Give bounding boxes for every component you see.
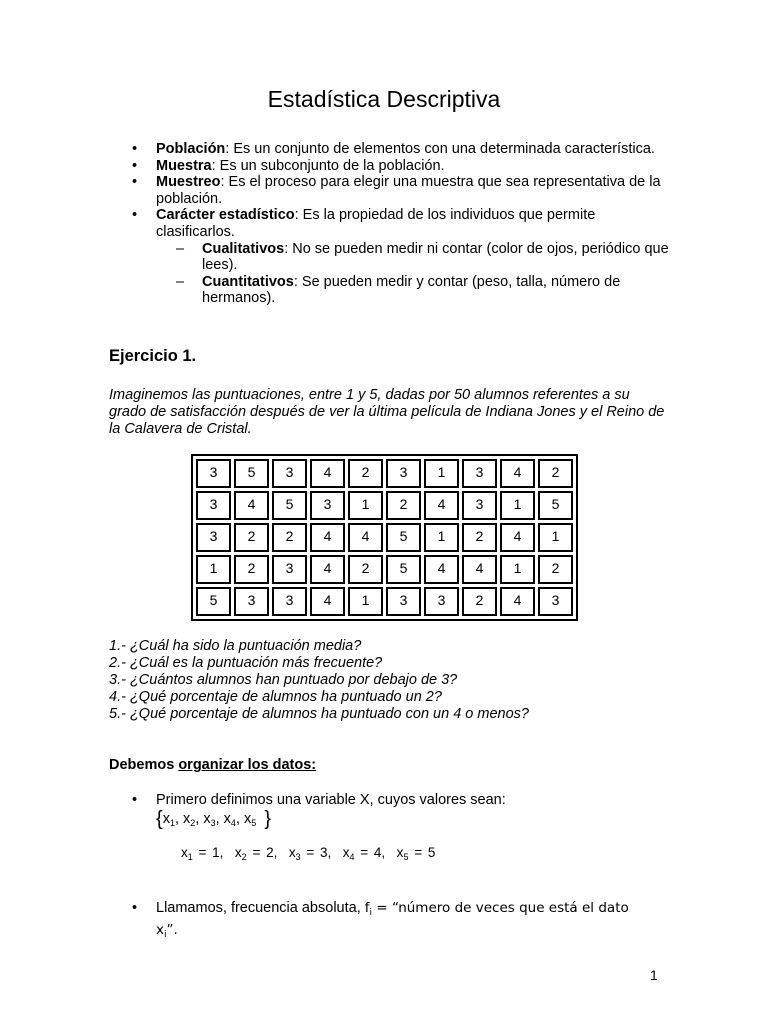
organize-prefix: Debemos <box>109 757 179 773</box>
score-cell: 4 <box>310 459 345 488</box>
score-cell: 3 <box>196 459 231 488</box>
table-row <box>196 555 573 584</box>
score-cell: 1 <box>424 459 459 488</box>
score-cell: 3 <box>386 587 421 616</box>
score-cell: 3 <box>196 491 231 520</box>
score-cell: 2 <box>272 523 307 552</box>
definition-text: : Es la propiedad de los individuos que permite clasificarlos. <box>156 207 596 240</box>
subtype-cuantitativos <box>132 274 672 307</box>
variable-bullet <box>132 792 768 808</box>
score-cell: 1 <box>196 555 231 584</box>
score-cell: 2 <box>538 555 573 584</box>
definition-text: : No se pueden medir ni contar (color de ojos, periódico que lees). <box>202 240 669 274</box>
score-cell: 1 <box>500 555 535 584</box>
bullet: • <box>132 207 138 224</box>
score-cell: 4 <box>500 587 535 616</box>
score-cell: 3 <box>196 523 231 552</box>
score-cell: 3 <box>462 459 497 488</box>
frequency-lead: Llamamos, frecuencia absoluta, <box>156 900 365 916</box>
xi-symbol: $x_i$”. <box>156 922 178 940</box>
frequency-bullet <box>132 900 768 944</box>
page-number: 1 <box>650 967 658 983</box>
questions-list <box>109 638 529 723</box>
score-cell: 1 <box>424 523 459 552</box>
value-assignments: $x_1 = 1$, $x_2 = 2$, $x_3 = 3$, $x_4 = 4$, $x_5 = 5$ <box>181 845 436 862</box>
score-cell: 2 <box>386 491 421 520</box>
score-cell: 4 <box>310 523 345 552</box>
score-cell: 4 <box>310 587 345 616</box>
score-cell: 2 <box>234 523 269 552</box>
score-cell: 2 <box>538 459 573 488</box>
term: Carácter estadístico <box>156 207 295 224</box>
score-cell: 3 <box>462 491 497 520</box>
question: 2.- ¿Cuál es la puntuación más frecuente? <box>109 655 383 671</box>
scores-table <box>191 454 578 621</box>
value-set: {$x_1$, $x_2$, $x_3$, $x_4$, $x_5$ } <box>156 808 272 830</box>
definition-muestreo <box>132 174 672 207</box>
score-cell: 3 <box>386 459 421 488</box>
score-cell: 1 <box>538 523 573 552</box>
definitions-list <box>132 141 672 307</box>
bullet: • <box>132 141 138 157</box>
score-cell: 5 <box>538 491 573 520</box>
score-cell: 4 <box>500 459 535 488</box>
term: Muestreo <box>156 174 221 191</box>
score-cell: 3 <box>272 555 307 584</box>
variable-text: Primero definimos una variable X, cuyos valores sean: <box>156 792 506 808</box>
exercise-title: Ejercicio 1. <box>109 347 197 365</box>
exercise-intro: Imaginemos las puntuaciones, entre 1 y 5, dadas por 50 alumnos referentes a su grado de satisfacción después de ver la última película de Indiana Jones y el Reino de la Calavera de Cristal. <box>109 387 665 437</box>
bullet: • <box>132 792 138 808</box>
bullet: • <box>132 900 138 916</box>
score-cell: 3 <box>424 587 459 616</box>
question: 5.- ¿Qué porcentaje de alumnos ha puntuado con un 4 o menos? <box>109 706 529 722</box>
definition-poblacion <box>132 141 672 158</box>
score-cell: 1 <box>500 491 535 520</box>
fi-symbol: $f_i$ = “número de veces que está el dato <box>364 900 629 918</box>
score-cell: 3 <box>272 587 307 616</box>
question: 4.- ¿Qué porcentaje de alumnos ha puntuado un 2? <box>109 689 442 705</box>
definition-muestra <box>132 158 672 175</box>
score-cell: 5 <box>386 555 421 584</box>
score-cell: 4 <box>500 523 535 552</box>
term: Cualitativos <box>202 240 285 257</box>
definition-text: : Es un conjunto de elementos con una determinada característica. <box>225 141 655 157</box>
term: Muestra <box>156 157 212 174</box>
table-row <box>196 587 573 616</box>
term: Población <box>156 141 226 157</box>
score-cell: 2 <box>462 587 497 616</box>
score-cell: 3 <box>538 587 573 616</box>
organize-underlined: organizar los datos: <box>178 757 317 773</box>
score-cell: 4 <box>234 491 269 520</box>
dash: – <box>176 273 185 290</box>
definition-text: : Es un subconjunto de la población. <box>211 157 445 174</box>
term: Cuantitativos <box>202 273 294 290</box>
definition-caracter <box>132 207 672 240</box>
table-row <box>196 459 573 488</box>
definition-text: : Es el proceso para elegir una muestra que sea representativa de la población. <box>156 174 661 207</box>
organize-heading <box>109 757 316 773</box>
score-cell: 1 <box>348 491 383 520</box>
score-cell: 5 <box>386 523 421 552</box>
score-cell: 5 <box>272 491 307 520</box>
table-row <box>196 523 573 552</box>
score-cell: 3 <box>310 491 345 520</box>
subtype-cualitativos <box>132 241 672 274</box>
score-cell: 2 <box>348 555 383 584</box>
dash: – <box>176 240 185 257</box>
page-title: Estadística Descriptiva <box>267 86 501 112</box>
score-cell: 4 <box>310 555 345 584</box>
score-cell: 3 <box>272 459 307 488</box>
score-cell: 2 <box>462 523 497 552</box>
question: 1.- ¿Cuál ha sido la puntuación media? <box>109 638 362 654</box>
table-row <box>196 491 573 520</box>
score-cell: 2 <box>234 555 269 584</box>
question: 3.- ¿Cuántos alumnos han puntuado por debajo de 3? <box>109 672 458 688</box>
score-cell: 5 <box>234 459 269 488</box>
score-cell: 2 <box>348 459 383 488</box>
score-cell: 1 <box>348 587 383 616</box>
score-cell: 4 <box>424 491 459 520</box>
score-cell: 4 <box>424 555 459 584</box>
score-cell: 5 <box>196 587 231 616</box>
bullet: • <box>132 157 138 174</box>
definition-text: : Se pueden medir y contar (peso, talla, número de hermanos). <box>202 273 621 307</box>
bullet: • <box>132 174 138 191</box>
score-cell: 3 <box>234 587 269 616</box>
score-cell: 4 <box>348 523 383 552</box>
score-cell: 4 <box>462 555 497 584</box>
